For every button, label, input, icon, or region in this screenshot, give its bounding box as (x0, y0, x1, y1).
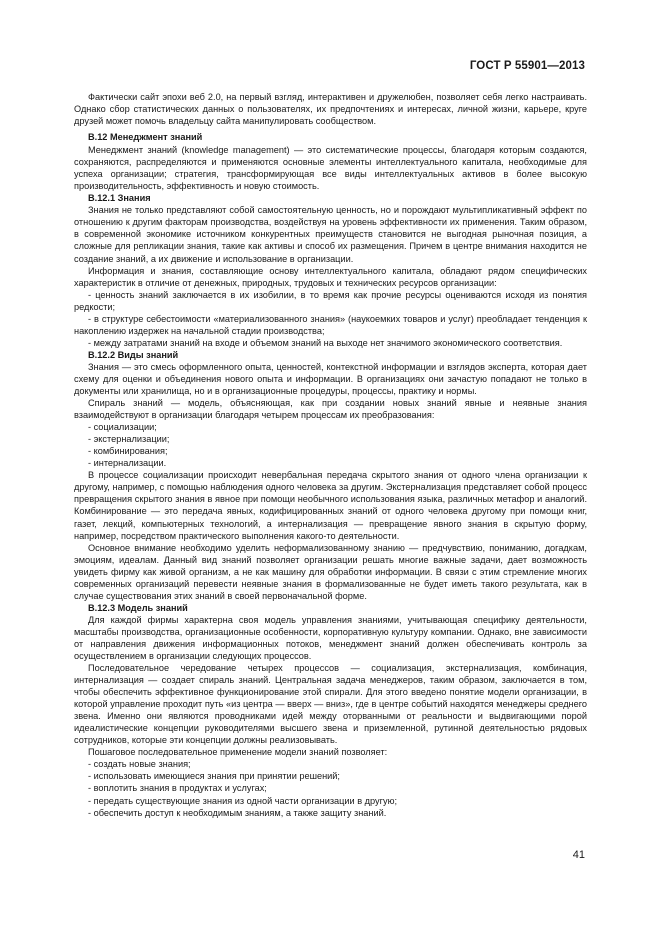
document-code-header: ГОСТ Р 55901—2013 (469, 60, 585, 72)
paragraph: Знания — это смесь оформленного опыта, ценностей, контекстной информации и взглядов эксперта, которая дает схему для оценки и объединения нового опыта и информации. В организациях они зачастую попадают не только в документы или хранилища, но и в организационные процедуры, процессы, практику и нормы. (74, 361, 587, 396)
list-item: - экстернализации; (88, 434, 170, 445)
list-item: - социализации; (88, 422, 157, 433)
subsection-heading: В.12.3 Модель знаний (88, 602, 188, 613)
list-item: - обеспечить доступ к необходимым знаниям, а также защиту знаний. (88, 807, 387, 818)
list-item: - передать существующие знания из одной части организации в другую; (88, 795, 398, 806)
list-item: - использовать имеющиеся знания при принятии решений; (88, 771, 340, 782)
list-item: - между затратами знаний на входе и объемом знаний на выходе нет значимого экономического соответствия. (88, 337, 563, 348)
subsection-heading: В.12.1 Знания (88, 193, 151, 204)
list-item: - создать новые знания; (88, 759, 191, 770)
paragraph: Информация и знания, составляющие основу интеллектуального капитала, обладают рядом специфических характеристик в отличие от денежных, природных, трудовых и технических ресурсов организации: (74, 265, 587, 288)
paragraph: Основное внимание необходимо уделить неформализованному знанию — предчувствию, пониманию, догадкам, эмоциям, идеалам. Данный вид знаний позволяет организации решать многие важные задачи, дает возможность увидеть фирму как живой организм, а не как машину для обработки информации. В связи с этим стремление многих современных организаций перевести неявные знания в формализованные не будет иметь такого результата, как в случае существования этих знаний в своей первоначальной форме. (74, 542, 587, 601)
list-item: - комбинирования; (88, 446, 168, 457)
paragraph: В процессе социализации происходит невербальная передача скрытого знания от одного члена организации к другому, например, с помощью наблюдения одного человека за другим. Экстернализация представляет собой процесс превращения скрытого знания в явное при помощи необычного использования языка, различных метафор и аналогий. Комбинирование — это передача явных, кодифицированных знаний от одного человека другому при помощи книг, газет, лекций, компьютерных технологий, а интернализация — превращение явного знания в скрытую форму, например, посредством практического выполнения какого-то деятельности. (74, 470, 587, 541)
list-item: - в структуре себестоимости «материализованного знания» (наукоемких товаров и услуг) преобладает тенденция к накоплению издержек на начальной стадии производства; (74, 313, 587, 336)
list-item: - ценность знаний заключается в их изобилии, в то время как прочие ресурсы оцениваются исходя из понятия редкости; (74, 289, 587, 312)
list-item: - воплотить знания в продуктах и услугах; (88, 783, 267, 794)
list-item: - интернализации. (88, 458, 167, 469)
subsection-heading: В.12.2 Виды знаний (88, 349, 179, 360)
page-number: 41 (572, 849, 585, 861)
document-body (74, 91, 587, 819)
paragraph: Менеджмент знаний (knowledge management) — это систематические процессы, благодаря которым создаются, сохраняются, распределяются и применяются основные элементы интеллектуального капитала, необходимые для успеха организации; стратегия, трансформирующая все виды интеллектуальных активов в более высокую производительность, эффективность и новую стоимость. (74, 145, 587, 192)
section-heading: В.12 Менеджмент знаний (88, 132, 203, 143)
paragraph: Фактически сайт эпохи веб 2.0, на первый взгляд, интерактивен и дружелюбен, позволяет себя легко настраивать. Однако сбор статистических данных о пользователях, их предпочтениях и интересах, личной жизни, карьере, круге друзей может помочь владельцу сайта манипулировать сообществом. (74, 92, 587, 127)
paragraph: Последовательное чередование четырех процессов — социализация, экстернализация, комбинация, интернализация — создает спираль знаний. Центральная задача менеджеров, таким образом, заключается в том, чтобы обеспечить эффективное функционирование этой спирали. Для этого введено понятие модели организации, в которой управление проходит путь «из центра — вверх — вниз», где в центре событий находятся менеджеры среднего звена. Именно они являются проводниками идей между оторванными от реальности и выдвигающими порой идеалистические концепции руководителями высшего звена и приземленной, рутинной деятельностью рядовых сотрудников, которые эти концепции должны реализовывать. (74, 663, 587, 746)
paragraph: Пошаговое последовательное применение модели знаний позволяет: (88, 747, 388, 758)
paragraph: Спираль знаний — модель, объясняющая, как при создании новых знаний явные и неявные знания взаимодействуют в организации благодаря четырем процессам их преобразования: (74, 398, 587, 421)
paragraph: Для каждой фирмы характерна своя модель управления знаниями, учитывающая специфику деятельности, масштабы производства, организационные особенности, корпоративную культуру компании. Однако, вне зависимости от направления движения информационных потоков, менеджмент знаний должен обеспечивать контроль за осуществлением в организации следующих процессов. (74, 614, 587, 661)
paragraph: Знания не только представляют собой самостоятельную ценность, но и порождают мультипликативный эффект по отношению к другим факторам производства, воздействуя на уровень эффективности их применения. Таким образом, в современной экономике источником конкурентных преимуществ становится не выгодная рыночная позиция, а сложные для репликации знания, такие как активы и способ их размещения. Причем в центре внимания находится не создание знаний, а их движение и использование в организации. (74, 205, 587, 264)
